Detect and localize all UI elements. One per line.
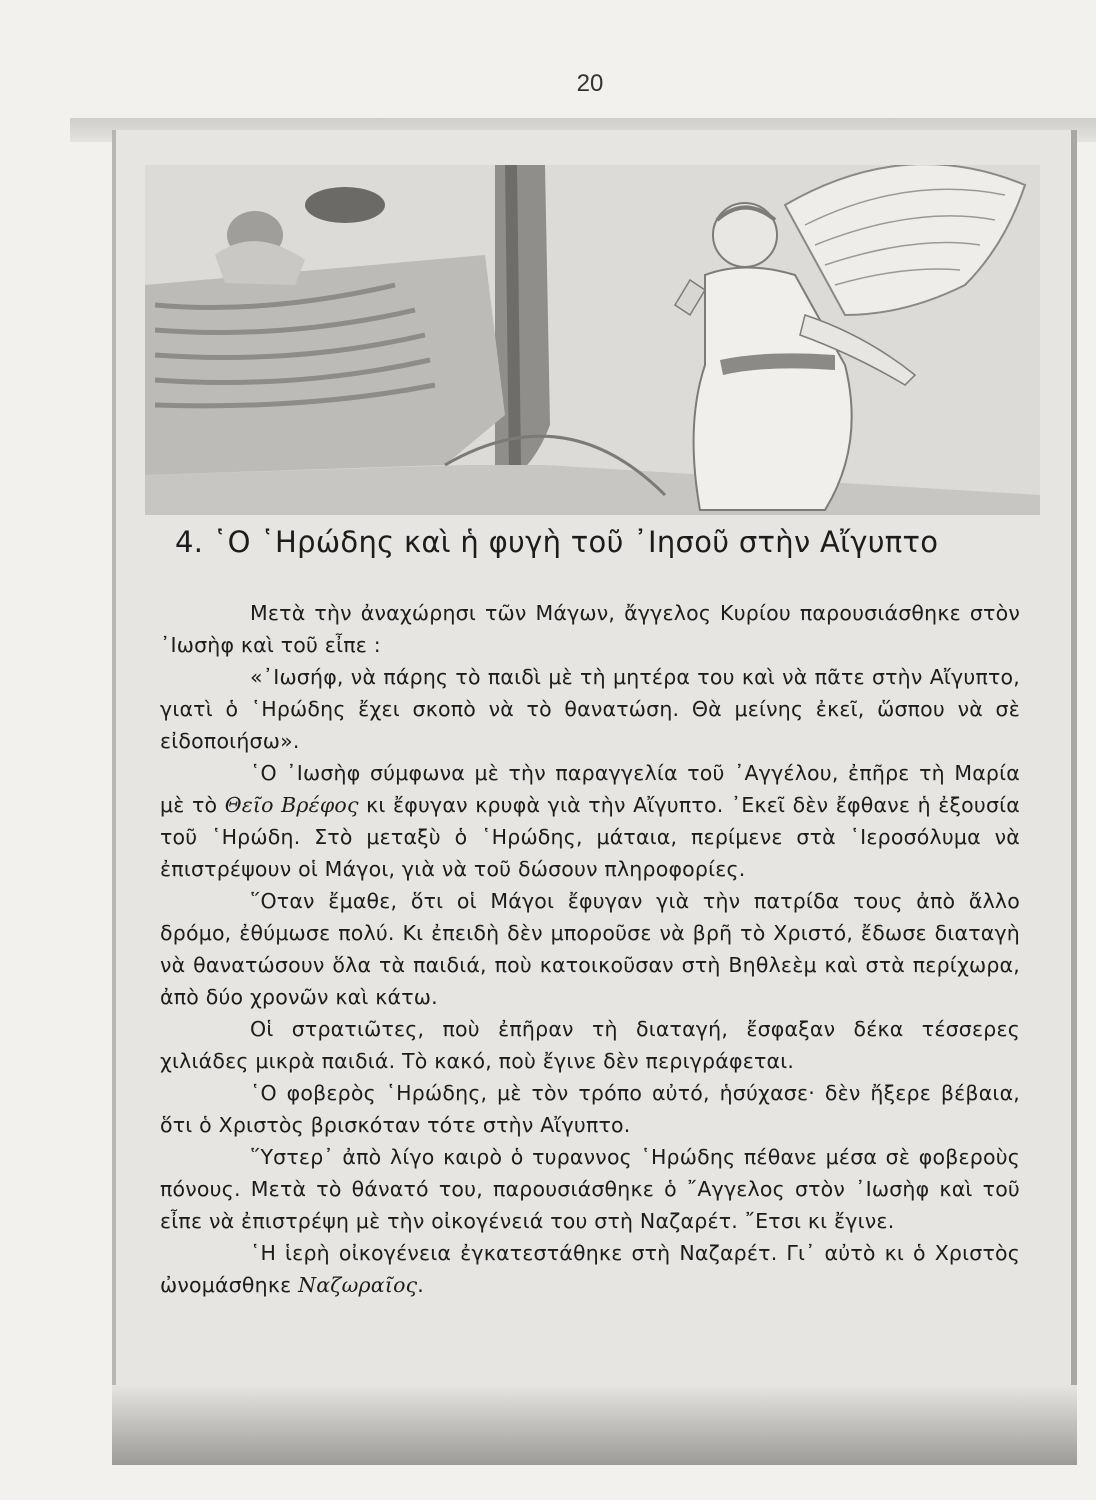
angel-appears-to-joseph-illustration (145, 165, 1040, 515)
paragraph-8 (160, 1237, 1020, 1301)
chapter-content (160, 525, 1020, 1301)
illustration-drawing (145, 165, 1040, 515)
paragraph-3-after: κι ἔφυγαν κρυφὰ γιὰ τὴν Αἴγυπτο. ᾿Εκεῖ δὲν ἔφθανε ἡ ἐξουσία τοῦ ῾Ηρώδη. Στὸ μεταξὺ ὁ ῾Ηρώδης, μάταια, περίμενε στὰ ῾Ιεροσόλυμα νὰ ἐπιστρέψουν οἱ Μάγοι, γιὰ νὰ τοῦ δώσουν πληροφορίες. (160, 793, 1020, 881)
paragraph-1: Μετὰ τὴν ἀναχώρησι τῶν Μάγων, ἄγγελος Κυρίου παρουσιάσθηκε στὸν ᾿Ιωσὴφ καὶ τοῦ εἶπε : (160, 601, 1020, 657)
paragraph-6: ῾Ο φοβερὸς ῾Ηρώδης, μὲ τὸν τρόπο αὐτό, ἡσύχασε· δὲν ἤξερε βέβαια, ὅτι ὁ Χριστὸς βρισκόταν τότε στὴν Αἴγυπτο. (160, 1081, 1020, 1137)
paragraph-7: ῞Υστερ᾿ ἀπὸ λίγο καιρὸ ὁ τυραννος ῾Ηρώδης πέθανε μέσα σὲ φοβεροὺς πόνους. Μετὰ τὸ θάνατό του, παρουσιάσθηκε ὁ ῎Αγγελος στὸν ᾿Ιωσὴφ καὶ τοῦ εἶπε νὰ ἐπιστρέψη μὲ τὴν οἰκογένειά του στὴ Ναζαρέτ. ῎Ετσι κι ἔγινε. (160, 1145, 1020, 1233)
paragraph-3-emphasis: Θεῖο Βρέφος (224, 793, 359, 817)
paragraph-2: «᾿Ιωσήφ, νὰ πάρης τὸ παιδὶ μὲ τὴ μητέρα του καὶ νὰ πᾶτε στὴν Αἴγυπτο, γιατὶ ὁ ῾Ηρώδης ἔχει σκοπὸ νὰ τὸ θανατώση. Θὰ μείνης ἐκεῖ, ὥσπου νὰ σὲ εἰδοποιήσω». (160, 665, 1020, 753)
paragraph-3-before: ῾Ο ᾿Ιωσὴφ σύμφωνα μὲ τὴν παραγγελία τοῦ ᾿Αγγέλου, ἐπῆρε τὴ Μαρία μὲ τὸ (160, 761, 1020, 817)
page-number: 20 (576, 70, 604, 97)
paragraph-5: Οἱ στρατιῶτες, ποὺ ἐπῆραν τὴ διαταγή, ἔσφαξαν δέκα τέσσερες χιλιάδες μικρὰ παιδιά. Τὸ κακό, ποὺ ἔγινε δὲν περιγράφεται. (160, 1017, 1020, 1073)
paragraph-8-before: ῾Η ἱερὴ οἰκογένεια ἐγκατεστάθηκε στὴ Ναζαρέτ. Γι᾿ αὐτὸ κι ὁ Χριστὸς ὠνομάσθηκε (160, 1241, 1020, 1297)
paragraph-4: ῞Οταν ἔμαθε, ὅτι οἱ Μάγοι ἔφυγαν γιὰ τὴν πατρίδα τους ἀπὸ ἄλλο δρόμο, ἐθύμωσε πολύ. Κι ἐπειδὴ δὲν μποροῦσε νὰ βρῆ τὸ Χριστό, ἔδωσε διαταγὴ νὰ θανατώσουν ὅλα τὰ παιδιά, ποὺ κατοικοῦσαν στὴ Βηθλεὲμ καὶ στὰ περίχωρα, ἀπὸ δύο χρονῶν καὶ κάτω. (160, 889, 1020, 1009)
paragraph-8-after: . (417, 1273, 425, 1297)
paragraph-8-emphasis: Ναζωραῖος (298, 1273, 418, 1297)
chapter-title: 4. ῾Ο ῾Ηρώδης καὶ ἡ φυγὴ τοῦ ᾿Ιησοῦ στὴν Αἴγυπτο (175, 525, 939, 559)
bed (145, 255, 505, 475)
paragraph-3 (160, 757, 1020, 885)
bottom-band (112, 1385, 1077, 1465)
